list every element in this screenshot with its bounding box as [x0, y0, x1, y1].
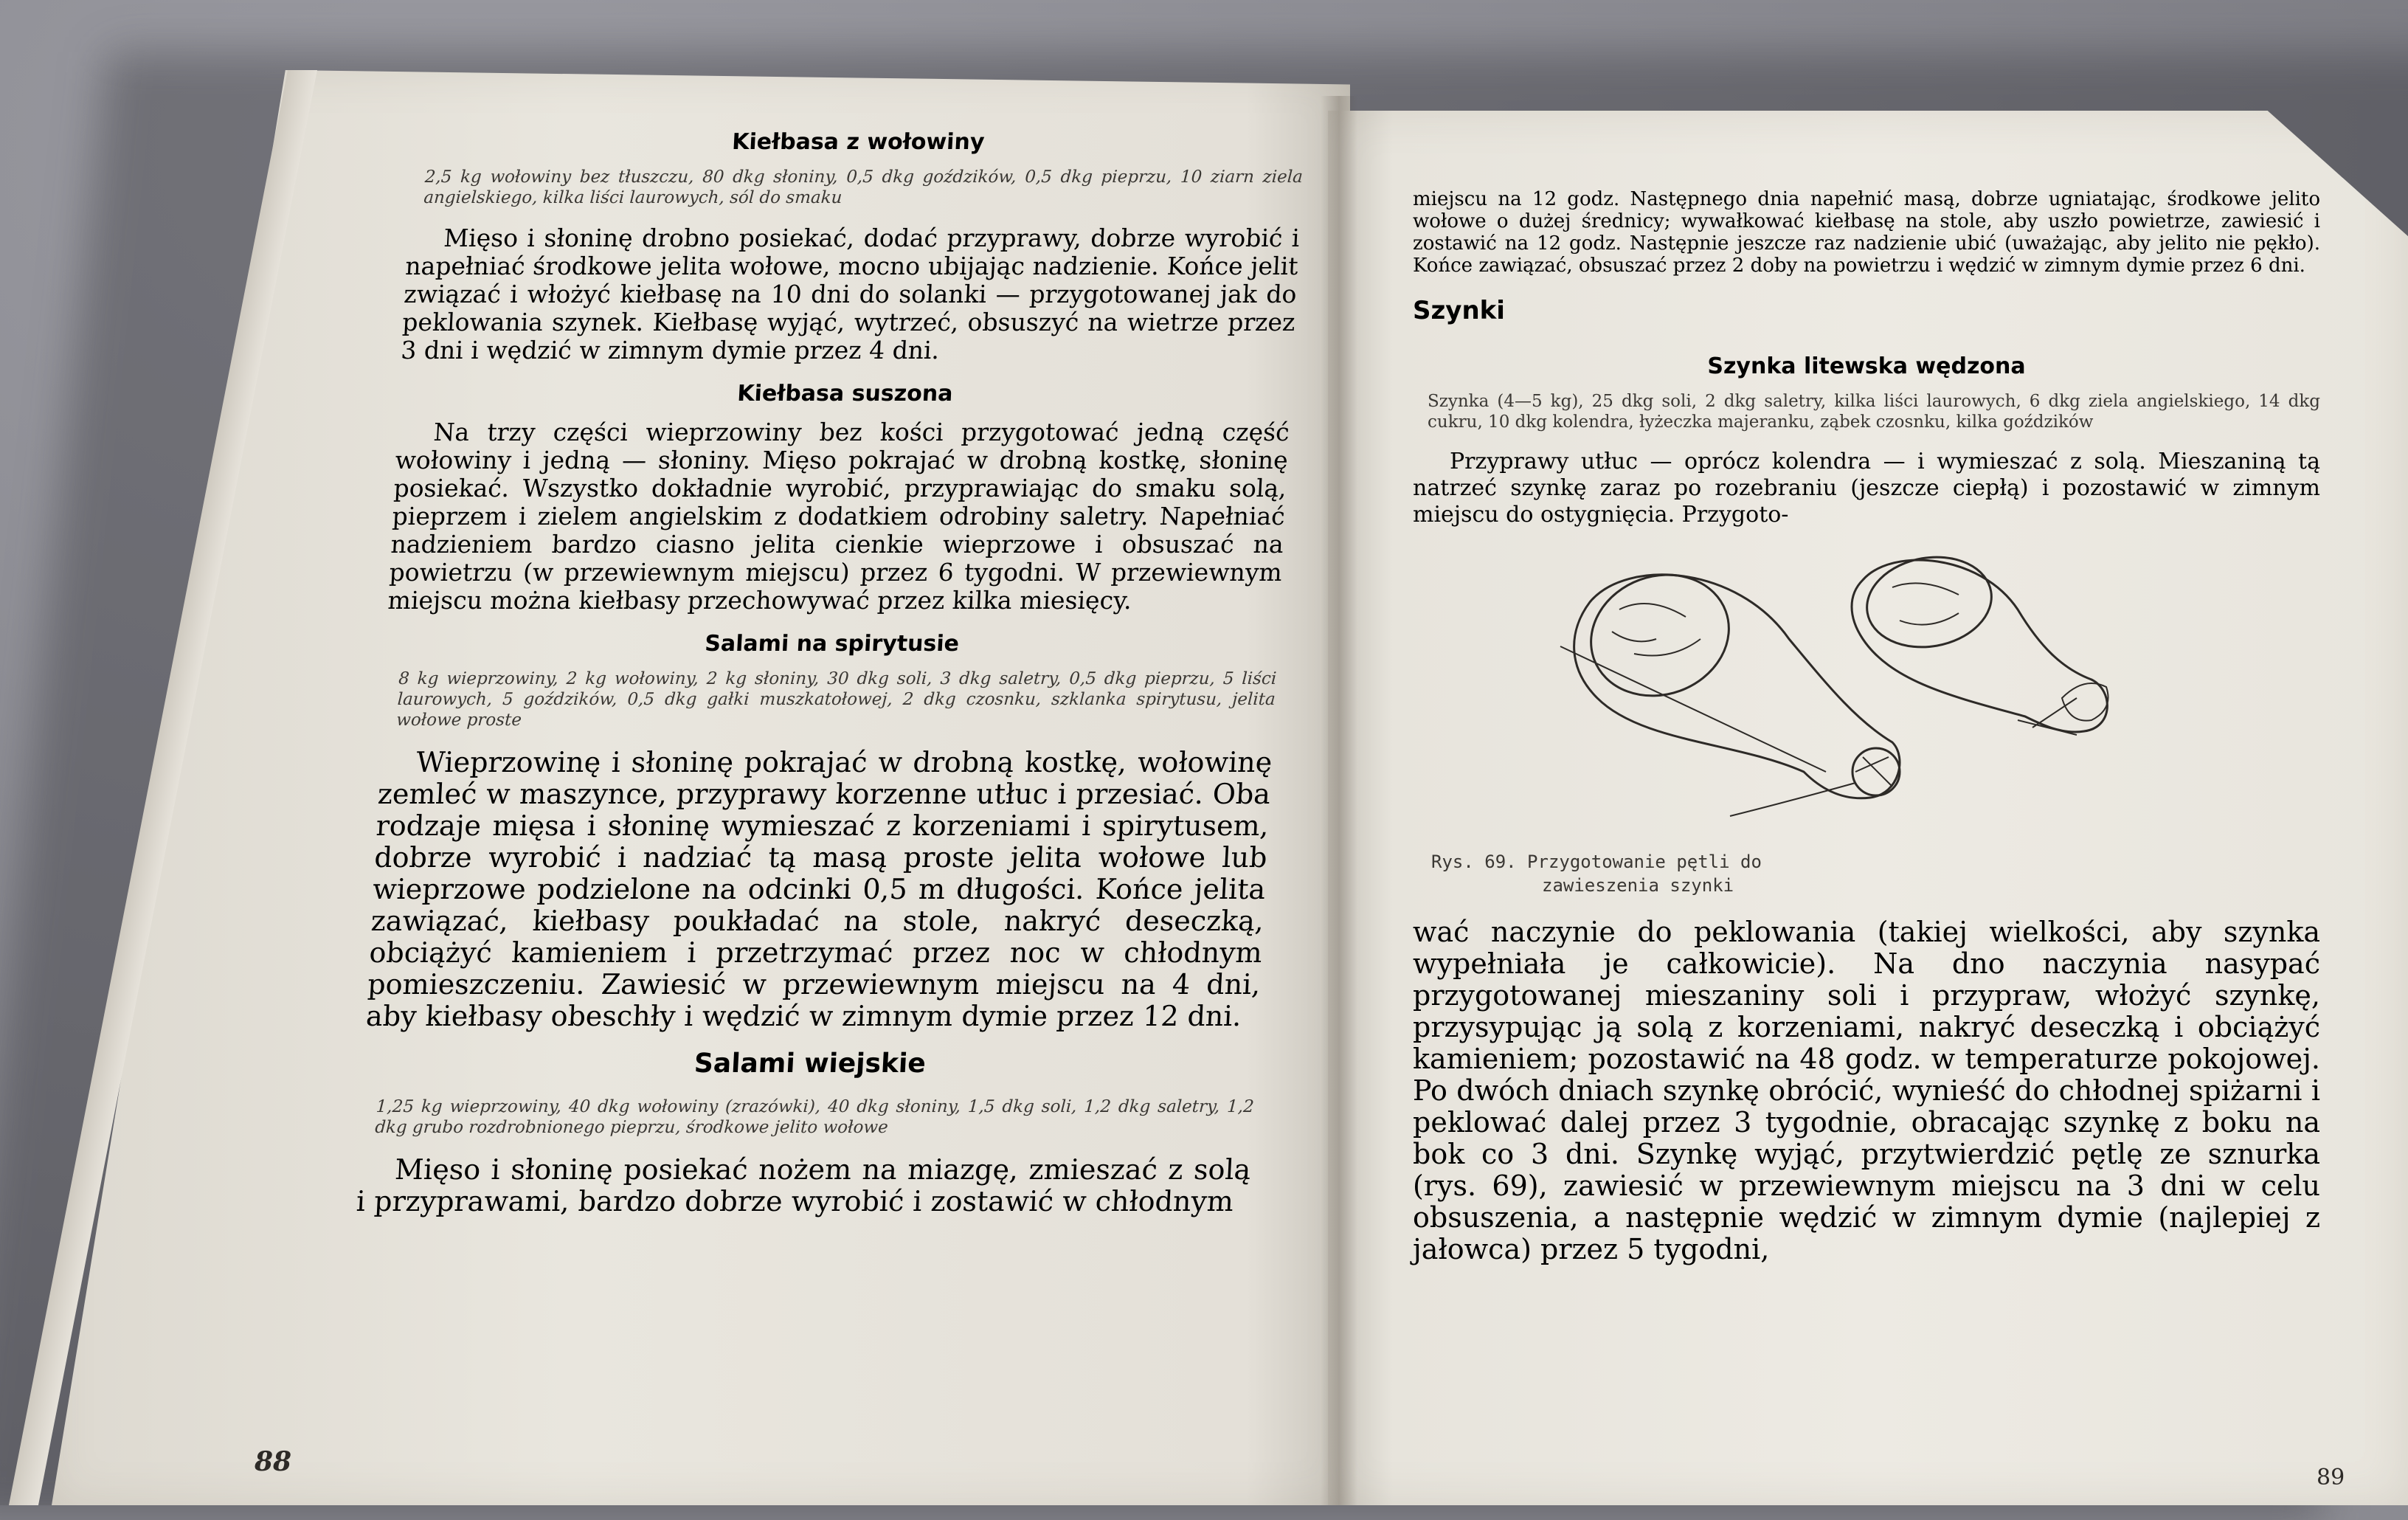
ham-illustration — [1546, 550, 2121, 831]
figure-caption-line-1: Rys. 69. Przygotowanie pętli do — [1431, 851, 1762, 872]
right-page-content — [1413, 188, 2320, 1282]
recipe-title: Kiełbasa z wołowiny — [731, 129, 986, 155]
recipe-body: Mięso i słoninę posiekać nożem na miazgę, zmieszać z solą i przyprawami, bardzo dobrze wyrobić i zostawić w chłodnym — [355, 1153, 1252, 1217]
continuation-text: miejscu na 12 godz. Następnego dnia napełnić masą, dobrze ugniatając, środkowe jelito wołowe o dużej średnicy; wywałkować kiełbasę na stole, aby uszło powietrze, zawiesić i zostawić na 12 godz. Następnie jeszcze raz nadzienie ubić (uważając, aby jelito nie pękło). Końce zawiązać, obsuszać przez 2 doby na powietrzu i wędzić w zimnym dymie przez 6 dni. — [1413, 188, 2320, 277]
section-title: Szynki — [1413, 296, 1505, 325]
recipe-ingredients: 1,25 kg wieprzowiny, 40 dkg wołowiny (zrazówki), 40 dkg słoniny, 1,5 dkg soli, 1,2 dkg saletry, 1,2 dkg grubo rozdrobnionego pieprzu, środkowe jelito wołowe — [374, 1097, 1255, 1137]
figure-caption-line-2: zawieszenia szynki — [1542, 875, 1734, 896]
recipe-ingredients: Szynka (4—5 kg), 25 dkg soli, 2 dkg saletry, kilka liści laurowych, 6 dkg ziela angielskiego, 14 dkg cukru, 10 dkg kolendra, łyżeczka majeranku, ząbek czosnku, kilka goździków — [1428, 392, 2320, 432]
page-number-left: 88 — [255, 1446, 292, 1477]
recipe-body: Przyprawy utłuc — oprócz kolendra — i wymieszać z solą. Mieszaniną tą natrzeć szynkę zaraz po rozebraniu (jeszcze ciepłą) i pozostawić w zimnym miejscu do ostygnięcia. Przygoto- — [1413, 449, 2320, 528]
recipe-body: Na trzy części wieprzowiny bez kości przygotować jedną część wołowiny i jedną — słoniny. Mięso pokrajać w drobną kostkę, słoninę posiekać. Wszystko dokładnie wyrobić, przyprawiając do smaku solą, pieprzem i zielem angielskim z dodatkiem odrobiny saletry. Napełniać nadzieniem bardzo ciasno jelita cienkie wieprzowe i obsuszać na powietrzu (w przewiewnym miejscu) przez 6 tygodni. W przewiewnym miejscu można kiełbasy przechowywać przez kilka miesięcy. — [387, 418, 1290, 615]
recipe-title: Salami na spirytusie — [704, 631, 960, 657]
left-page-content — [355, 129, 1305, 1234]
recipe-body: Wieprzowinę i słoninę pokrajać w drobną kostkę, wołowinę zemleć w maszynce, przyprawy korzenne utłuc i przesiać. Oba rodzaje mięsa i słoninę wymieszać z korzeniami i spirytusem, dobrze wyrobić i nadziać tą masą proste jelita wołowe lub wieprzowe podzielone na odcinki 0,5 m długości. Końce jelita zawiązać, kiełbasy poukładać na stole, nakryć deseczką, obciążyć kamieniem i przetrzymać przez noc w chłodnym pomieszczeniu. Zawiesić w przewiewnym miejscu na 4 dni, aby kiełbasy obeschły i wędzić w zimnym dymie przez 12 dni. — [365, 746, 1273, 1032]
figure-caption — [1431, 850, 2320, 897]
recipe-title: Kiełbasa suszona — [736, 381, 954, 407]
page-number-right: 89 — [2317, 1465, 2345, 1490]
book-gutter — [1321, 96, 1357, 1505]
recipe-body-continued: wać naczynie do peklowania (takiej wielkości, aby szynka wypełniała je całkowicie). Na dno naczynia nasypać przygotowanej mieszaniny soli i przypraw, włożyć szynkę, przysypując ją solą z korzeniami, nakryć deseczką i obciążyć kamieniem; pozostawić na 48 godz. w temperaturze pokojowej. Po dwóch dniach szynkę obrócić, wynieść do chłodnej spiżarni i peklować dalej przez 3 tygodnie, obracając szynkę z boku na bok co 3 dni. Szynkę wyjąć, przytwierdzić pętlę ze sznurka (rys. 69), zawiesić w przewiewnym miejscu na 3 dni w celu obsuszenia, a następnie wędzić w zimnym dymie (najlepiej z jałowca) przez 5 tygodni, — [1413, 916, 2320, 1265]
recipe-body: Mięso i słoninę drobno posiekać, dodać przyprawy, dobrze wyrobić i napełniać środkowe jelita wołowe, mocno ubijając nadzienie. Końce jelit związać i włożyć kiełbasę na 10 dni do solanki — przygotowanej jak do peklowania szynek. Kiełbasę wyjąć, wytrzeć, obsuszyć na wietrze przez 3 dni i wędzić w zimnym dymie przez 4 dni. — [400, 224, 1301, 365]
recipe-title: Szynka litewska wędzona — [1707, 353, 2026, 379]
recipe-title: Salami wiejskie — [693, 1049, 927, 1079]
recipe-ingredients: 8 kg wieprzowiny, 2 kg wołowiny, 2 kg słoniny, 30 dkg soli, 3 dkg saletry, 0,5 dkg pieprzu, 5 liści laurowych, 5 goździków, 0,5 dkg gałki muszkatołowej, 2 dkg czosnku, szklanka spirytusu, jelita wołowe proste — [395, 669, 1277, 730]
recipe-ingredients: 2,5 kg wołowiny bez tłuszczu, 80 dkg słoniny, 0,5 dkg goździków, 0,5 dkg pieprzu, 10 ziarn ziela angielskiego, kilka liści laurowych, sól do smaku — [423, 167, 1304, 207]
ham-right — [1852, 560, 2107, 732]
